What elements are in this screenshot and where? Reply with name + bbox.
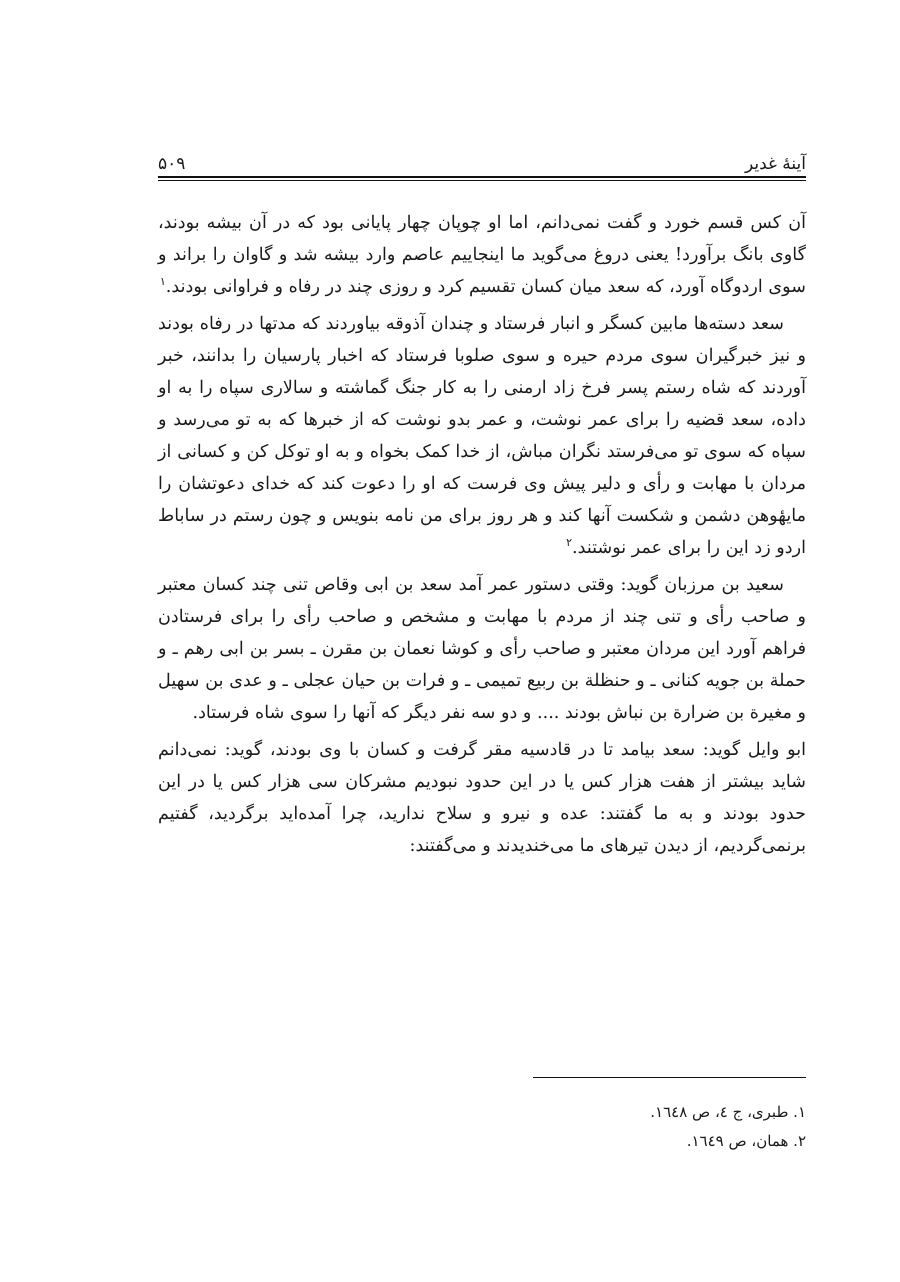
footnotes — [158, 1098, 806, 1156]
header-rule-thin — [158, 180, 806, 181]
footnote-ref-2[interactable]: ۲ — [566, 536, 573, 550]
paragraph-4 — [158, 734, 806, 862]
footnote-1: ۱. طبری، ج ٤، ص ١٦٤٨. — [650, 1103, 806, 1121]
running-header — [158, 146, 806, 174]
footnote-ref-1[interactable]: ۱ — [159, 275, 166, 289]
paragraph-1 — [158, 207, 806, 303]
book-title: آینهٔ غدیر — [744, 154, 806, 174]
paragraph-3 — [158, 569, 806, 729]
paragraph-text: سعد دسته‌ها مابین کسگر و انبار فرستاد و چندان آذوقه بیاوردند که مدتها در رفاه بودند و نیز خبرگیران سوی مردم حیره و سوی صلوبا فرستاد که اخبار پارسیان را بدانند، خبر آوردند که شاه رستم پسر فرخ زاد ارمنی را به کار جنگ گماشته و سالاری سپاه را به او داده، سعد قضیه را برای عمر نوشت، و عمر بدو نوشت که از خبرها که به تو می‌رسد و سپاه که سوی تو می‌فرستد نگران مباش، از خدا کمک بخواه و به او توکل کن و کسانی از مردان با مهابت و رأی و دلیر پیش وی فرست که او را دعوت کند که خدای دعوتشان را مایهٔوهن دشمن و شکست آنها کند و هر روز برای من نامه بنویس و چون رستم در ساباط اردو زد این را برای عمر نوشتند. — [158, 314, 806, 558]
footnote-separator — [533, 1077, 806, 1078]
paragraph-text: ابو وایل گوید: سعد بیامد تا در قادسیه مقر گرفت و کسان با وی بودند، گوید: نمی‌دانم شاید بیشتر از هفت هزار کس یا در این حدود نبودیم مشرکان سی هزار کس یا در این حدود بودند و به ما گفتند: عده و نیرو و سلاح ندارید، چرا آمده‌اید برگردید، گفتیم برنمی‌گردیم، از دیدن تیرهای ما می‌خندیدند و می‌گفتند: — [158, 740, 806, 856]
paragraph-text: آن کس قسم خورد و گفت نمی‌دانم، اما او چوپان چهار پایانی بود که در آن بیشه بودند، گاوی بانگ برآورد! یعنی دروغ می‌گوید ما اینجاییم عاصم وارد بیشه شد و گاوان را براند و سوی اردوگاه آورد، که سعد میان کسان تقسیم کرد و روزی چند در رفاه و فراوانی بودند. — [158, 213, 806, 297]
header-rule-thick — [158, 176, 806, 178]
page-number: ۵۰۹ — [158, 154, 186, 174]
footnote-2: ۲. همان، ص ١٦٤٩. — [686, 1132, 806, 1150]
paragraph-2 — [158, 308, 806, 564]
body-text — [158, 207, 806, 867]
paragraph-text: سعید بن مرزبان گوید: وقتی دستور عمر آمد سعد بن ابی وقاص تنی چند کسان معتبر و صاحب رأی و تنی چند از مردم با مهابت و مشخص و صاحب رأی را برای فرستادن فراهم آورد این مردان معتبر و صاحب رأی و کوشا نعمان بن مقرن ـ بسر بن ابی رهم ـ و حملة بن جویه کنانی ـ و حنظلة بن ربیع تمیمی ـ و فرات بن حیان عجلی ـ و عدی بن سهیل و مغیرة بن ضرارة بن نباش بودند .... و دو سه نفر دیگر که آنها را سوی شاه فرستاد. — [158, 575, 806, 723]
